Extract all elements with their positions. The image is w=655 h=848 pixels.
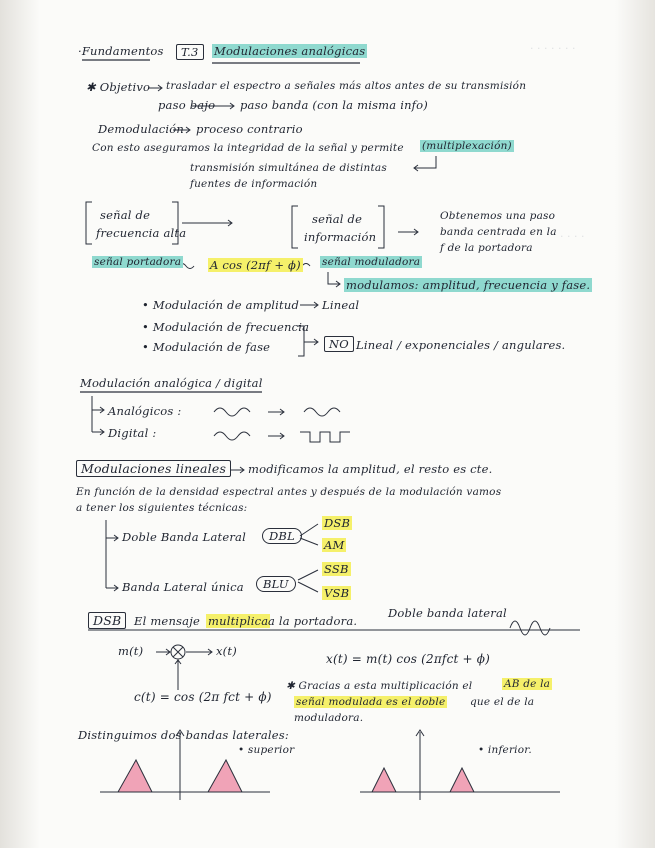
type-pm: • Modulación de fase — [142, 340, 271, 354]
modulating-label: señal moduladora — [322, 256, 421, 268]
bracket-left-1 — [86, 202, 92, 244]
topic-number-box: T.3 — [176, 44, 204, 60]
mt-label: m(t) — [118, 644, 144, 658]
dsb-note2: que el de la — [470, 696, 535, 708]
bracket-right-2 — [378, 206, 384, 248]
integridad-sub2: fuentes de información — [190, 178, 318, 190]
carrier-label: señal portadora — [94, 256, 182, 268]
integridad-line: Con esto aseguramos la integridad de la señal y permite — [92, 142, 404, 154]
multiplexacion-hl: (multiplexación) — [422, 140, 512, 152]
tree-arrows — [106, 520, 118, 591]
block1-line2: frecuencia alta — [96, 226, 187, 240]
objetivo-line1: trasladar el espectro a señales más altos antes de su transmisión — [166, 80, 527, 92]
arrow-icon — [300, 302, 318, 308]
band-superior: • superior — [238, 744, 295, 756]
objetivo-label: ✱ Objetivo — [86, 80, 151, 94]
split-arrows — [298, 570, 318, 592]
digital-label: Digital : — [108, 426, 157, 440]
arrow-icon — [268, 433, 284, 439]
spectrum-lobe — [372, 768, 396, 792]
arrow-icon — [268, 409, 284, 415]
arrow-icon — [186, 649, 212, 655]
carrier-formula: A cos (2πf + ϕ) — [210, 258, 301, 272]
dsb-note-hl1: AB de la — [504, 678, 551, 690]
dsb-note1: ✱ Gracias a esta multiplicación el — [286, 680, 473, 692]
arrow-icon — [398, 229, 418, 235]
type-am: • Modulación de amplitud — [142, 298, 300, 312]
block1-line1: señal de — [100, 208, 151, 222]
block2-line1: señal de — [312, 212, 363, 226]
bands-title: Distinguimos dos bandas laterales: — [78, 728, 289, 742]
spectrum-lobe — [208, 760, 242, 792]
bleed-through-text: · · · · · · · — [530, 42, 576, 55]
bracket-left-2 — [292, 206, 298, 248]
analog-label: Analógicos : — [108, 404, 182, 418]
dsb-note-hl2: señal modulada es el doble — [296, 696, 446, 708]
spectrum-lobe — [118, 760, 152, 792]
analog-wave-icon — [304, 408, 340, 416]
arrow-icon — [230, 467, 244, 473]
block-note-1: Obtenemos una paso — [440, 210, 556, 222]
header-fundamentos: ·Fundamentos — [78, 44, 164, 58]
carrier-equation: c(t) = cos (2π fct + ϕ) — [134, 690, 272, 704]
type-fm: • Modulación de frecuencia — [142, 320, 310, 334]
am-tag: AM — [324, 538, 345, 552]
dsb-note3: moduladora. — [294, 712, 364, 724]
blu-oval: BLU — [256, 576, 296, 592]
dsb-equation: x(t) = m(t) cos (2πfct + ϕ) — [326, 652, 491, 666]
carrier-wave-icon — [510, 621, 550, 635]
arrow-icon — [328, 272, 340, 287]
lineales-fn1: En función de la densidad espectral antes y después de la modulación vamos — [76, 486, 502, 498]
block2-line2: información — [304, 230, 377, 244]
no-box: NO — [324, 336, 354, 352]
objetivo-paso-bajo: paso bajo — [158, 98, 216, 112]
bleed-through-text: · · · · — [560, 230, 585, 243]
topic-title: Modulaciones analógicas — [214, 44, 366, 58]
dsb-msg-hl: multiplica — [208, 614, 269, 628]
blu-label: Banda Lateral única — [122, 580, 244, 594]
demod-label: Demodulación — [98, 122, 185, 136]
vsb-tag: VSB — [324, 586, 350, 600]
type-am-result: Lineal — [322, 298, 360, 312]
arrow-icon — [175, 660, 181, 690]
digital-wave-icon — [300, 432, 350, 442]
band-inferior: • inferior. — [478, 744, 532, 756]
dsb-right-title: Doble banda lateral — [388, 606, 507, 620]
ssb-tag: SSB — [324, 562, 349, 576]
dsb-msg1: El mensaje — [134, 614, 200, 628]
dsb-box: DSB — [88, 612, 126, 629]
spectrum-lobe — [450, 768, 474, 792]
block-note-2: banda centrada en la — [440, 226, 557, 238]
multiplier-x — [173, 647, 183, 657]
analog-digital-title: Modulación analógica / digital — [80, 376, 263, 390]
arrow-icon — [156, 649, 170, 655]
lineales-title: Modulaciones lineales — [76, 460, 231, 477]
xt-label: x(t) — [216, 644, 237, 658]
lineales-fn2: a tener los siguientes técnicas: — [76, 502, 248, 514]
modulamos-text: modulamos: amplitud, frecuencia y fase. — [346, 278, 591, 292]
integridad-sub1: transmisión simultánea de distintas — [190, 162, 387, 174]
dsb-msg2: a la portadora. — [268, 614, 358, 628]
dbl-label: Doble Banda Lateral — [122, 530, 246, 544]
arrow-icon — [182, 220, 232, 226]
lineales-desc: modificamos la amplitud, el resto es cte. — [248, 462, 493, 476]
return-arrow-icon — [414, 156, 436, 171]
demod-desc: proceso contrario — [196, 122, 303, 136]
objetivo-paso-banda: paso banda (con la misma info) — [240, 98, 428, 112]
dbl-oval: DBL — [262, 528, 302, 544]
split-arrows — [300, 524, 318, 545]
tree-arrows — [92, 396, 104, 435]
non-linear-desc: Lineal / exponenciales / angulares. — [356, 338, 566, 352]
modulamos-line — [344, 278, 592, 292]
block-note-3: f de la portadora — [440, 242, 533, 254]
analog-wave-icon — [214, 432, 250, 440]
analog-wave-icon — [214, 408, 250, 416]
dsb-tag: DSB — [324, 516, 351, 530]
tilde-icon — [302, 264, 310, 267]
